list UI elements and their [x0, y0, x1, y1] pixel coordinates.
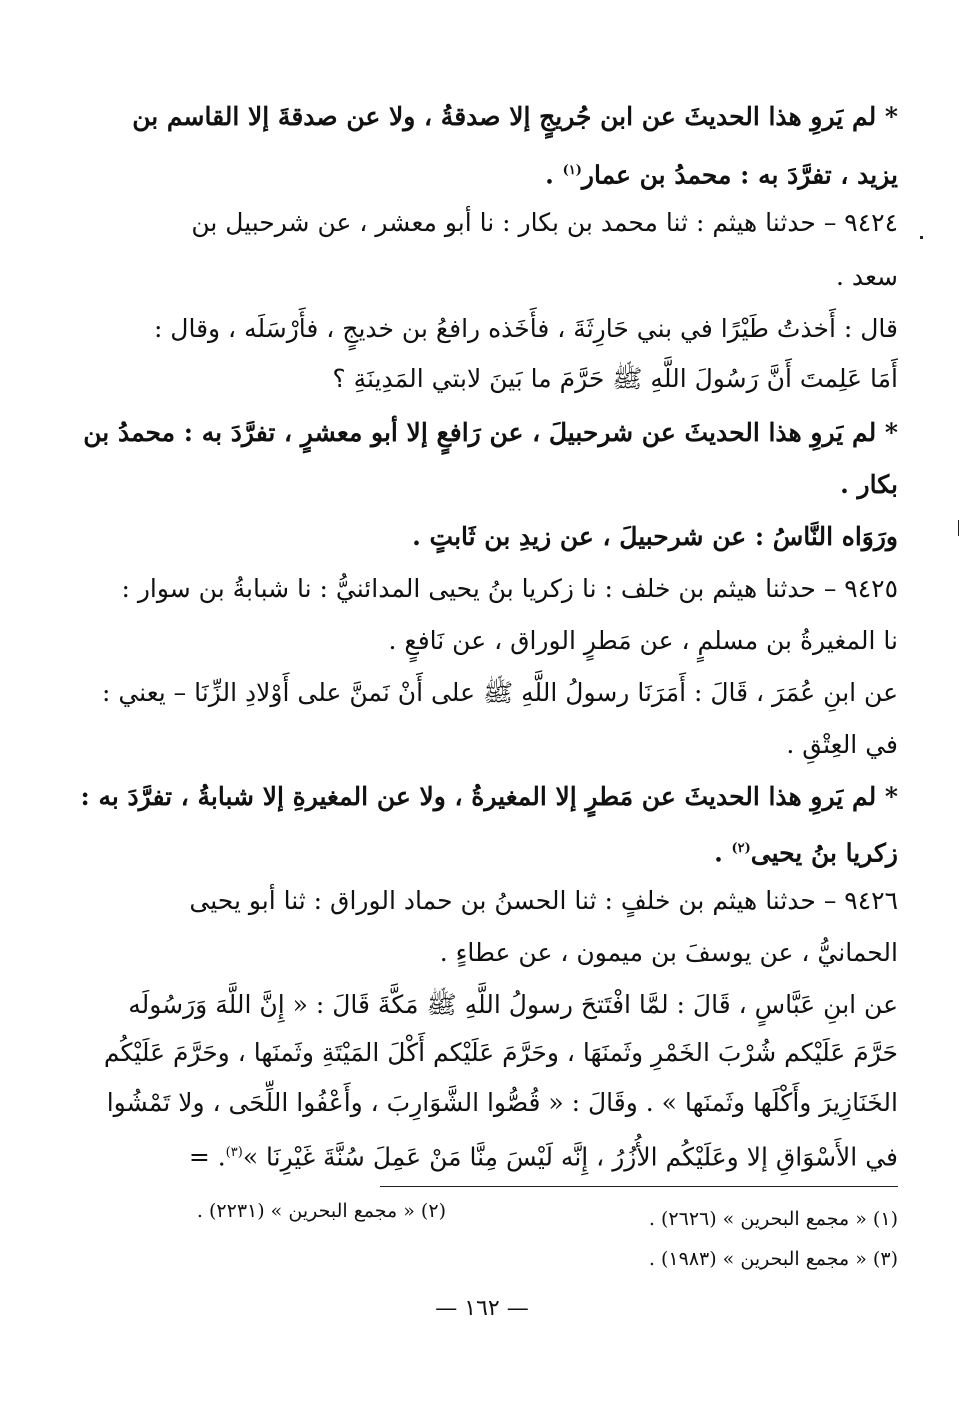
text-line-5: قال : أَخذتُ طَيْرًا في بني حَارِثَةَ ، فأَخَذه رافعُ بن خديجٍ ، فأَرْسَلَه ، وقال : [153, 314, 898, 343]
footnote-3: (٣) « مجمع البحرين » (١٩٨٣) . [648, 1248, 898, 1270]
text-line-2: يزيد ، تفرَّدَ به : محمدُ بن عمار$^{(١)}$ . [545, 160, 898, 190]
footnote-separator [380, 1186, 898, 1187]
text-line-14: * لم يَروِ هذا الحديثَ عن مَطرٍ إلا المغيرةُ ، ولا عن المغيرةِ إلا شبابةُ ، تفرَّدَ به : [80, 782, 898, 811]
hadith-9425-line-1: ٩٤٢٥ – حدثنا هيثم بن خلف : نا زكريا بنُ يحيى المدائنيُّ : نا شبابةُ بن سوار : [121, 574, 898, 603]
footnote-1: (١) « مجمع البحرين » (٢٦٢٦) . [648, 1208, 898, 1230]
text-line-20: الخَنَازِيرَ وأَكْلَها وثَمنَها » . وقَالَ : « قُصُّوا الشَّوَارِبَ ، وأَعْفُوا اللِّحَى ، ولا تَمْشُوا [106, 1088, 898, 1117]
text-line-19: حَرَّمَ عَلَيْكم شُرْبَ الخَمْرِ وثَمنَهَا ، وحَرَّمَ عَلَيْكم أَكْلَ المَيْتَةِ وثَمنَها ، وحَرَّمَ عَلَيْكُم [103, 1038, 898, 1067]
footnote-ref-2: (٢) [731, 841, 751, 856]
text-line-12: عن ابنِ عُمَرَ ، قَالَ : أَمَرَنَا رسولُ اللَّهِ ﷺ على أَنْ نَمنَّ على أَوْلادِ الزِّنَا – يعني : [101, 678, 898, 707]
footnote-ref-3: (٣) [225, 1145, 243, 1160]
text-line-1: * لم يَروِ هذا الحديثَ عن ابن جُريجٍ إلا صدقةُ ، ولا عن صدقةَ إلا القاسم بن [132, 102, 898, 131]
page-number: — ١٦٢ — [435, 1296, 529, 1321]
scan-line [958, 520, 959, 536]
text-line-21: في الأَسْوَاقِ إلا وعَلَيْكُم الأُزُرُ ، إِنَّه لَيْسَ مِنَّا مَنْ عَمِلَ سُنَّةَ غَيْرِنَا »$^{(٣)}$. = [188, 1142, 898, 1172]
hadith-9425-line-2: نا المغيرةُ بن مسلمٍ ، عن مَطرٍ الوراق ، عن نَافعٍ . [388, 626, 898, 655]
text-line-15: زكريا بنُ يحيى$^{(٢)}$ . [714, 838, 898, 868]
hadith-9426-line-2: الحمانيُّ ، عن يوسفَ بن ميمون ، عن عطاءٍ . [439, 938, 898, 967]
text-line-9: ورَوَاه النَّاسُ : عن شرحبيلَ ، عن زيدِ بن ثَابتٍ . [412, 522, 898, 551]
footnote-2: (٢) « مجمع البحرين » (٢٢٣١) . [196, 1200, 446, 1222]
scan-dot [920, 236, 923, 239]
hadith-9426-line-1: ٩٤٢٦ – حدثنا هيثم بن خلفٍ : ثنا الحسنُ بن حماد الوراق : ثنا أبو يحيى [189, 886, 898, 915]
hadith-9424-line-2: سعد . [835, 262, 898, 291]
text-line-13: في العِتْقِ . [786, 730, 898, 759]
hadith-9424-line-1: ٩٤٢٤ – حدثنا هيثم : ثنا محمد بن بكار : نا أبو معشر ، عن شرحبيل بن [191, 208, 898, 237]
text-line-7: * لم يَروِ هذا الحديثَ عن شرحبيلَ ، عن رَافعٍ إلا أبو معشرٍ ، تفرَّدَ به : محمدُ بن [83, 418, 898, 447]
footnote-ref-1: (١) [562, 163, 582, 178]
text-line-18: عن ابنِ عَبَّاسٍ ، قَالَ : لمَّا افْتَتحَ رسولُ اللَّهِ ﷺ مَكَّةَ قَالَ : « إِنَّ اللَّهَ وَرَسُولَه [128, 990, 898, 1019]
text-line-8: بكار . [840, 470, 898, 499]
text-line-6: أَمَا عَلِمتَ أَنَّ رَسُولَ اللَّهِ ﷺ حَرَّمَ ما بَينَ لابتي المَدِينَةِ ؟ [332, 364, 898, 393]
